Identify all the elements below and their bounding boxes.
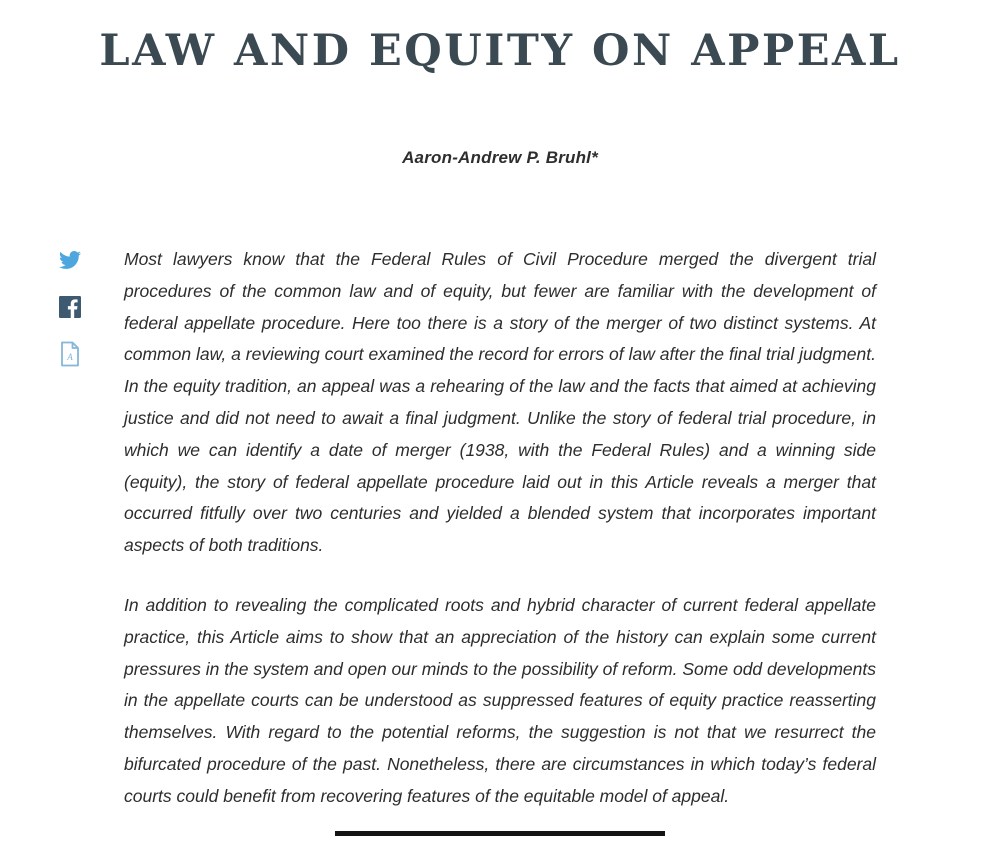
article-body	[0, 244, 1000, 813]
svg-text:A: A	[67, 352, 73, 362]
bottom-divider	[335, 831, 665, 836]
share-toolbar	[56, 244, 124, 813]
pdf-download-button[interactable]	[56, 340, 84, 368]
abstract-paragraph-1: Most lawyers know that the Federal Rules of Civil Procedure merged the divergent trial procedures of the common law and of equity, but fewer are familiar with the development of federal appellate procedure. Here too there is a story of the merger of two distinct systems. At common law, a reviewing court examined the record for errors of law after the final trial judgment. In the equity tradition, an appeal was a rehearing of the law and the facts that aimed at achieving justice and did not need to await a final judgment. Unlike the story of federal trial procedure, in which we can identify a date of merger (1938, with the Federal Rules) and a winning side (equity), the story of federal appellate procedure laid out in this Article reveals a merger that occurred fitfully over two centuries and yielded a blended system that incorporates important aspects of both traditions.	[124, 249, 876, 556]
abstract	[124, 244, 876, 813]
twitter-share-button[interactable]	[56, 246, 84, 274]
facebook-icon	[59, 296, 81, 318]
abstract-paragraph-2: In addition to revealing the complicated roots and hybrid character of current federal appellate practice, this Article aims to show that an appreciation of the history can explain some current pressures in the system and open our minds to the possibility of reform. Some odd developments in the appellate courts can be understood as suppressed features of equity practice reasserting themselves. With regard to the potential reforms, the suggestion is not that we resurrect the bifurcated procedure of the past. Nonetheless, there are circumstances in which today’s federal courts could benefit from recovering features of the equitable model of appeal.	[124, 594, 876, 806]
facebook-share-button[interactable]	[56, 293, 84, 321]
twitter-icon	[57, 249, 83, 271]
article-author: Aaron-Andrew P. Bruhl*	[402, 148, 598, 167]
page-title: LAW AND EQUITY ON APPEAL	[99, 26, 901, 76]
pdf-file-icon	[59, 341, 81, 367]
